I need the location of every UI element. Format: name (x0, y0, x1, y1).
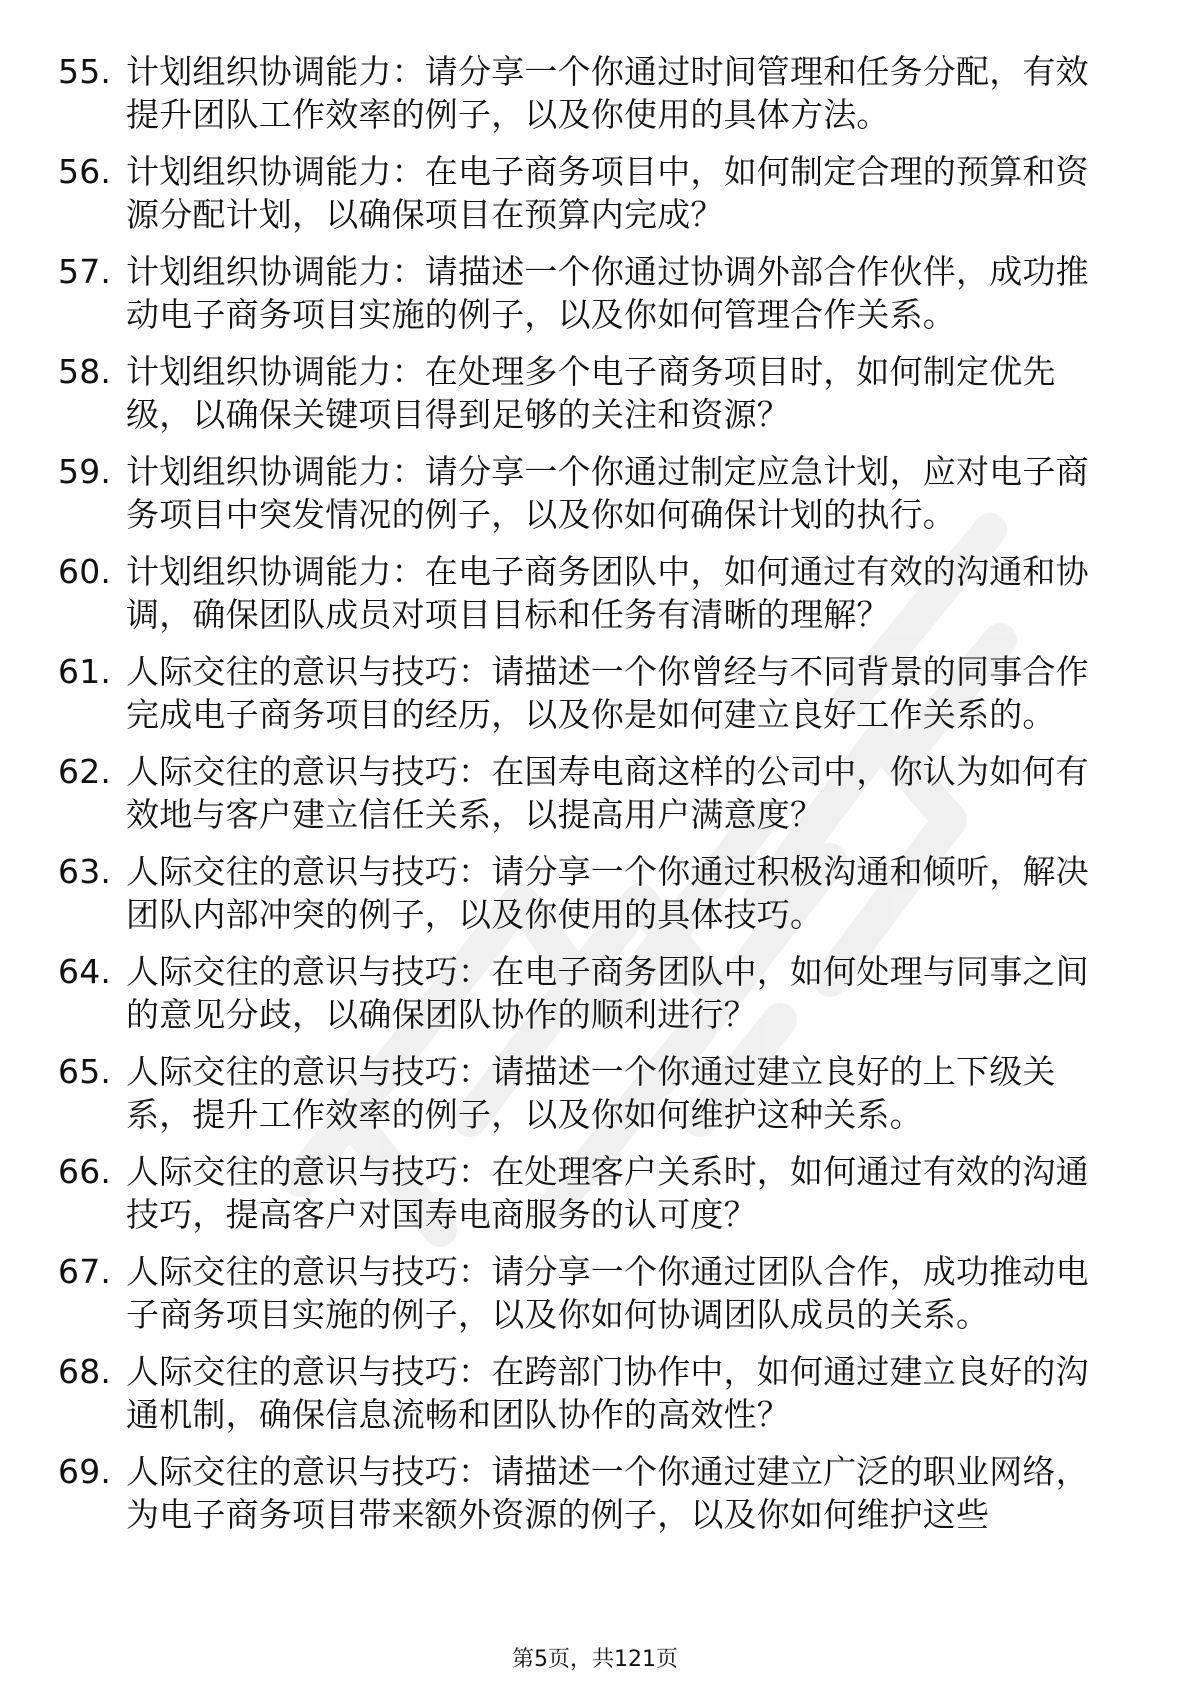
question-item (58, 1250, 1118, 1336)
question-item (58, 350, 1118, 436)
question-text: 人际交往的意识与技巧：请描述一个你通过建立广泛的职业网络，为电子商务项目带来额外资源的例子，以及你如何维护这些 (126, 1452, 1089, 1534)
question-number: 58. (58, 352, 112, 391)
question-number: 57. (58, 252, 112, 291)
question-item (58, 1050, 1118, 1136)
question-text: 人际交往的意识与技巧：请描述一个你通过建立良好的上下级关系，提升工作效率的例子，以及你如何维护这种关系。 (126, 1052, 1056, 1134)
question-item (58, 1450, 1118, 1536)
question-text: 计划组织协调能力：请描述一个你通过协调外部合作伙伴，成功推动电子商务项目实施的例子，以及你如何管理合作关系。 (126, 252, 1089, 334)
question-number: 61. (58, 652, 112, 691)
question-number: 63. (58, 852, 112, 891)
question-number: 56. (58, 152, 112, 191)
question-item (58, 150, 1118, 236)
question-text: 人际交往的意识与技巧：请描述一个你曾经与不同背景的同事合作完成电子商务项目的经历，以及你是如何建立良好工作关系的。 (126, 652, 1089, 734)
question-text: 人际交往的意识与技巧：请分享一个你通过团队合作，成功推动电子商务项目实施的例子，以及你如何协调团队成员的关系。 (126, 1252, 1089, 1334)
question-number: 60. (58, 552, 112, 591)
question-text: 计划组织协调能力：请分享一个你通过制定应急计划，应对电子商务项目中突发情况的例子，以及你如何确保计划的执行。 (126, 452, 1089, 534)
question-list (58, 50, 1118, 1550)
question-text: 人际交往的意识与技巧：在电子商务团队中，如何处理与同事之间的意见分歧，以确保团队协作的顺利进行？ (126, 952, 1089, 1034)
question-item (58, 750, 1118, 836)
question-text: 人际交往的意识与技巧：在跨部门协作中，如何通过建立良好的沟通机制，确保信息流畅和团队协作的高效性？ (126, 1352, 1089, 1434)
question-text: 人际交往的意识与技巧：在处理客户关系时，如何通过有效的沟通技巧，提高客户对国寿电商服务的认可度？ (126, 1152, 1089, 1234)
question-number: 67. (58, 1252, 112, 1291)
question-text: 人际交往的意识与技巧：请分享一个你通过积极沟通和倾听，解决团队内部冲突的例子，以及你使用的具体技巧。 (126, 852, 1089, 934)
question-item (58, 450, 1118, 536)
question-item (58, 1350, 1118, 1436)
question-item (58, 550, 1118, 636)
question-item (58, 950, 1118, 1036)
question-number: 64. (58, 952, 112, 991)
question-item (58, 650, 1118, 736)
question-item (58, 250, 1118, 336)
question-number: 69. (58, 1452, 112, 1491)
question-number: 68. (58, 1352, 112, 1391)
question-text: 计划组织协调能力：在电子商务团队中，如何通过有效的沟通和协调，确保团队成员对项目目标和任务有清晰的理解？ (126, 552, 1089, 634)
question-text: 计划组织协调能力：在处理多个电子商务项目时，如何制定优先级，以确保关键项目得到足够的关注和资源？ (126, 352, 1056, 434)
question-item (58, 1150, 1118, 1236)
question-number: 65. (58, 1052, 112, 1091)
question-text: 计划组织协调能力：在电子商务项目中，如何制定合理的预算和资源分配计划，以确保项目在预算内完成？ (126, 152, 1089, 234)
question-number: 59. (58, 452, 112, 491)
question-item (58, 850, 1118, 936)
question-number: 66. (58, 1152, 112, 1191)
question-text: 计划组织协调能力：请分享一个你通过时间管理和任务分配，有效提升团队工作效率的例子，以及你使用的具体方法。 (126, 52, 1089, 134)
question-number: 55. (58, 52, 112, 91)
question-text: 人际交往的意识与技巧：在国寿电商这样的公司中，你认为如何有效地与客户建立信任关系，以提高用户满意度？ (126, 752, 1089, 834)
question-item (58, 50, 1118, 136)
page-footer: 第5页，共121页 (512, 1647, 678, 1672)
question-number: 62. (58, 752, 112, 791)
